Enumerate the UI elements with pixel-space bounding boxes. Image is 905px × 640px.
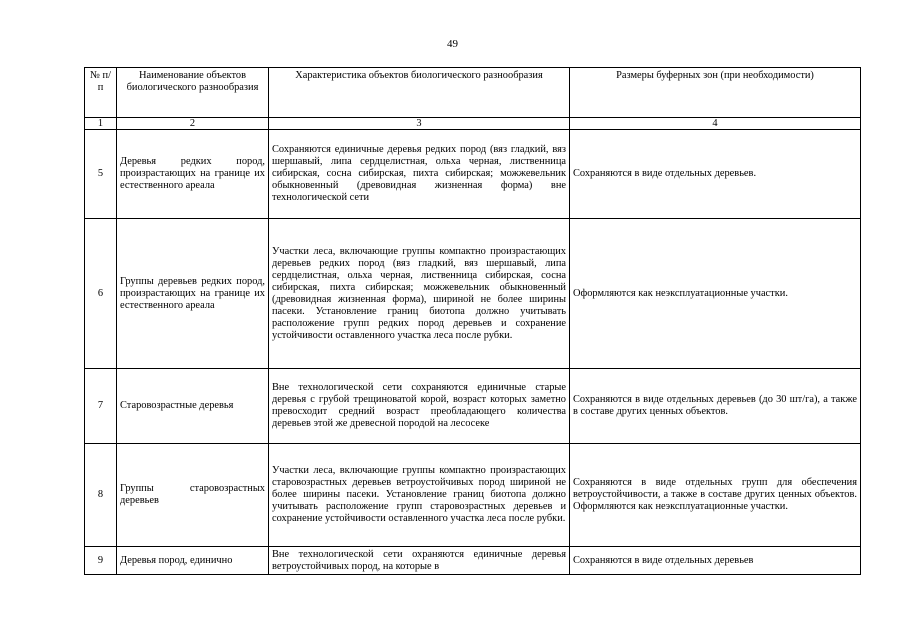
object-description: Участки леса, включающие группы компактно произрастающих деревьев редких пород (вяз гладкий, вяз шершавый, липа сердцелистная, ольха черная, лиственница сибирская, сосна сибирская, пихта сибирская; можжевельник обыкновенный (древовидная жизненная форма), шириной не более ширины пасеки. Установление границ биотопа должно учитывать расположение групп редких пород деревьев и сохранение устойчивости оставленного участка леса после рубки. [269,219,570,369]
object-description: Сохраняются единичные деревья редких пород (вяз гладкий, вяз шершавый, липа сердцелистная, ольха черная, лиственница сибирская, сосна сибирская, пихта сибирская; можжевельник обыкновенный (древовидная жизненная форма) вне технологической сети [269,130,570,219]
object-name: Группы деревьев редких пород, произрастающих на границе их естественного ареала [117,219,269,369]
table-row [85,219,861,369]
object-name: Деревья пород, единично [117,547,269,575]
buffer-zone: Сохраняются в виде отдельных деревьев. [570,130,861,219]
object-description: Вне технологической сети сохраняются единичные старые деревья с грубой трещиноватой корой, возраст которых заметно превосходит средний возраст преобладающего количества деревьев этой же древесной породой на лесосеке [269,369,570,444]
column-number: 4 [570,118,861,130]
header-number: № п/п [85,68,117,118]
object-name: Деревья редких пород, произрастающих на границе их естественного ареала [117,130,269,219]
object-name: Группы старовозрастных деревьев [117,444,269,547]
column-number: 2 [117,118,269,130]
biodiversity-table [84,67,861,575]
buffer-zone: Сохраняются в виде отдельных деревьев (до 30 шт/га), а также в составе других ценных объектов. [570,369,861,444]
object-description: Участки леса, включающие группы компактно произрастающих старовозрастных деревьев ветроустойчивых пород шириной не более ширины пасеки. Установление границ биотопа должно учитывать расположение групп старовозрастных деревьев и сохранение устойчивости оставленного участка леса после рубки. [269,444,570,547]
object-description: Вне технологической сети охраняются единичные деревья ветроустойчивых пород, на которые в [269,547,570,575]
table-row [85,547,861,575]
object-name: Старовозрастные деревья [117,369,269,444]
table-row [85,444,861,547]
row-number: 8 [85,444,117,547]
buffer-zone: Сохраняются в виде отдельных групп для обеспечения ветроустойчивости, а также в составе других ценных объектов. Оформляются как неэксплуатационные участки. [570,444,861,547]
row-number: 9 [85,547,117,575]
row-number: 7 [85,369,117,444]
row-number: 6 [85,219,117,369]
column-number: 3 [269,118,570,130]
column-number: 1 [85,118,117,130]
page-number: 49 [447,38,458,50]
header-characteristics: Характеристика объектов биологического разнообразия [269,68,570,118]
column-numbers-row [85,118,861,130]
header-buffer-zones: Размеры буферных зон (при необходимости) [570,68,861,118]
header-object-name: Наименование объектов биологического разнообразия [117,68,269,118]
table-header-row [85,68,861,118]
table-row [85,130,861,219]
table-row [85,369,861,444]
buffer-zone: Оформляются как неэксплуатационные участки. [570,219,861,369]
buffer-zone: Сохраняются в виде отдельных деревьев [570,547,861,575]
row-number: 5 [85,130,117,219]
